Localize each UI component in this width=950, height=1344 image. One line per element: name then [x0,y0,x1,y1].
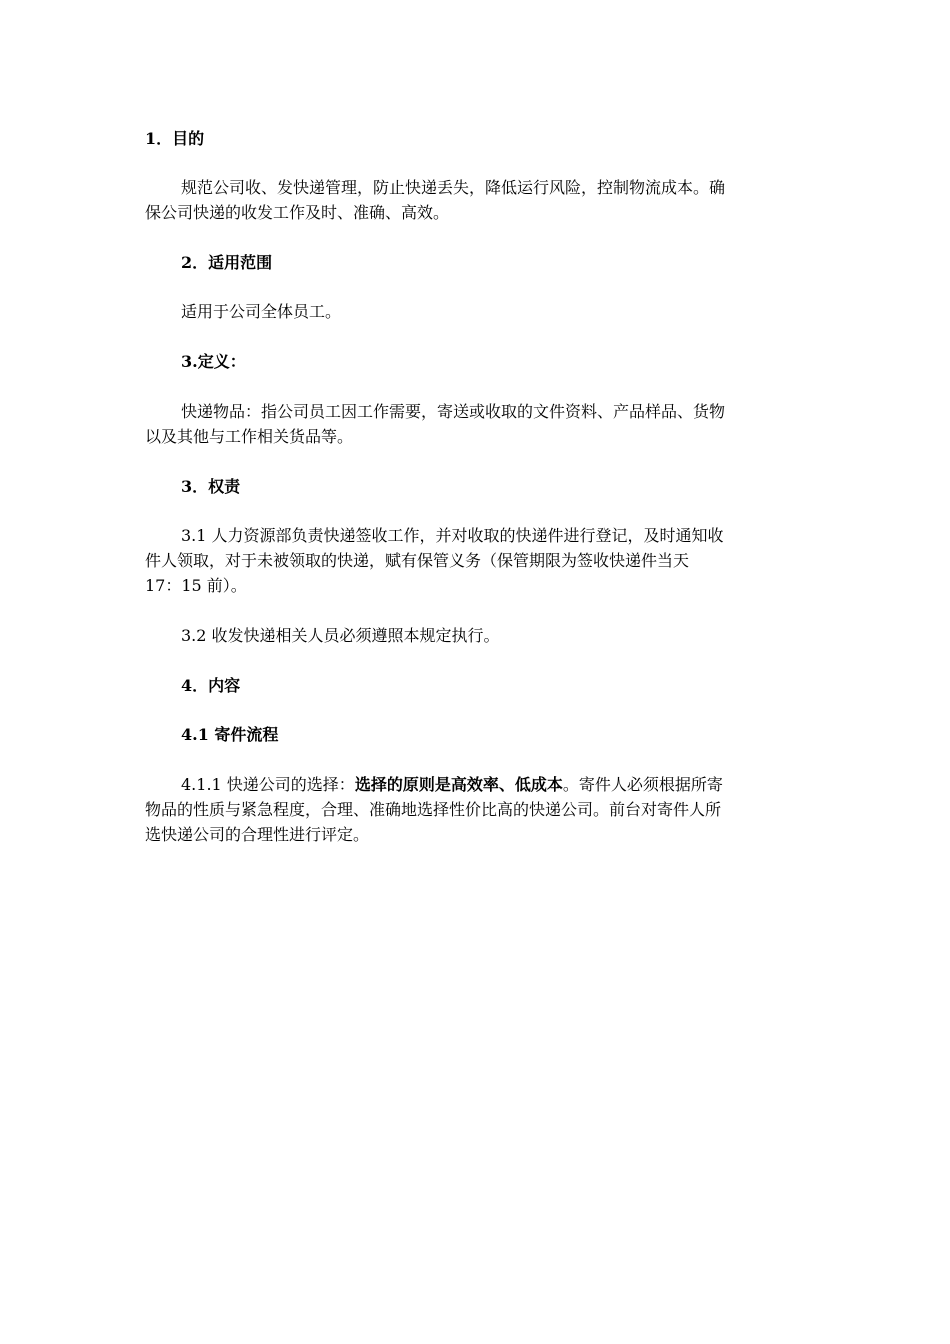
responsibility-paragraph-line: 3.1 人力资源部负责快递签收工作，并对收取的快递件进行登记，及时通知收 [181,526,724,545]
section-heading-scope: 2．适用范围 [181,253,273,272]
sub-heading-shipping-process: 4.1 寄件流程 [181,725,279,744]
responsibility-paragraph-2: 3.2 收发快递相关人员必须遵照本规定执行。 [181,626,500,645]
definition-paragraph-line: 以及其他与工作相关货品等。 [145,427,354,446]
scope-paragraph: 适用于公司全体员工。 [181,302,342,321]
responsibility-paragraph-line: 17：15 前）。 [145,576,247,595]
section-heading-content: 4．内容 [181,676,241,695]
shipping-paragraph-suffix: 。寄件人必须根据所寄 [562,775,723,794]
purpose-paragraph-line: 保公司快递的收发工作及时、准确、高效。 [145,203,450,222]
purpose-paragraph-line: 规范公司收、发快递管理，防止快递丢失，降低运行风险，控制物流成本。确 [181,178,726,197]
shipping-paragraph-line: 物品的性质与紧急程度，合理、准确地选择性价比高的快递公司。前台对寄件人所 [145,800,722,819]
section-heading-purpose: 1．目的 [145,129,205,148]
shipping-paragraph-prefix: 4.1.1 快递公司的选择： [181,775,355,794]
shipping-paragraph-line: 选快递公司的合理性进行评定。 [145,825,370,844]
shipping-paragraph-line [181,773,723,797]
section-heading-responsibilities: 3．权责 [181,477,241,496]
section-heading-definition: 3.定义： [181,352,246,371]
shipping-principle-emphasis: 选择的原则是高效率、低成本 [354,775,563,794]
responsibility-paragraph-line: 件人领取，对于未被领取的快递，赋有保管义务（保管期限为签收快递件当天 [145,551,690,570]
definition-paragraph-line: 快递物品：指公司员工因工作需要，寄送或收取的文件资料、产品样品、货物 [181,402,726,421]
